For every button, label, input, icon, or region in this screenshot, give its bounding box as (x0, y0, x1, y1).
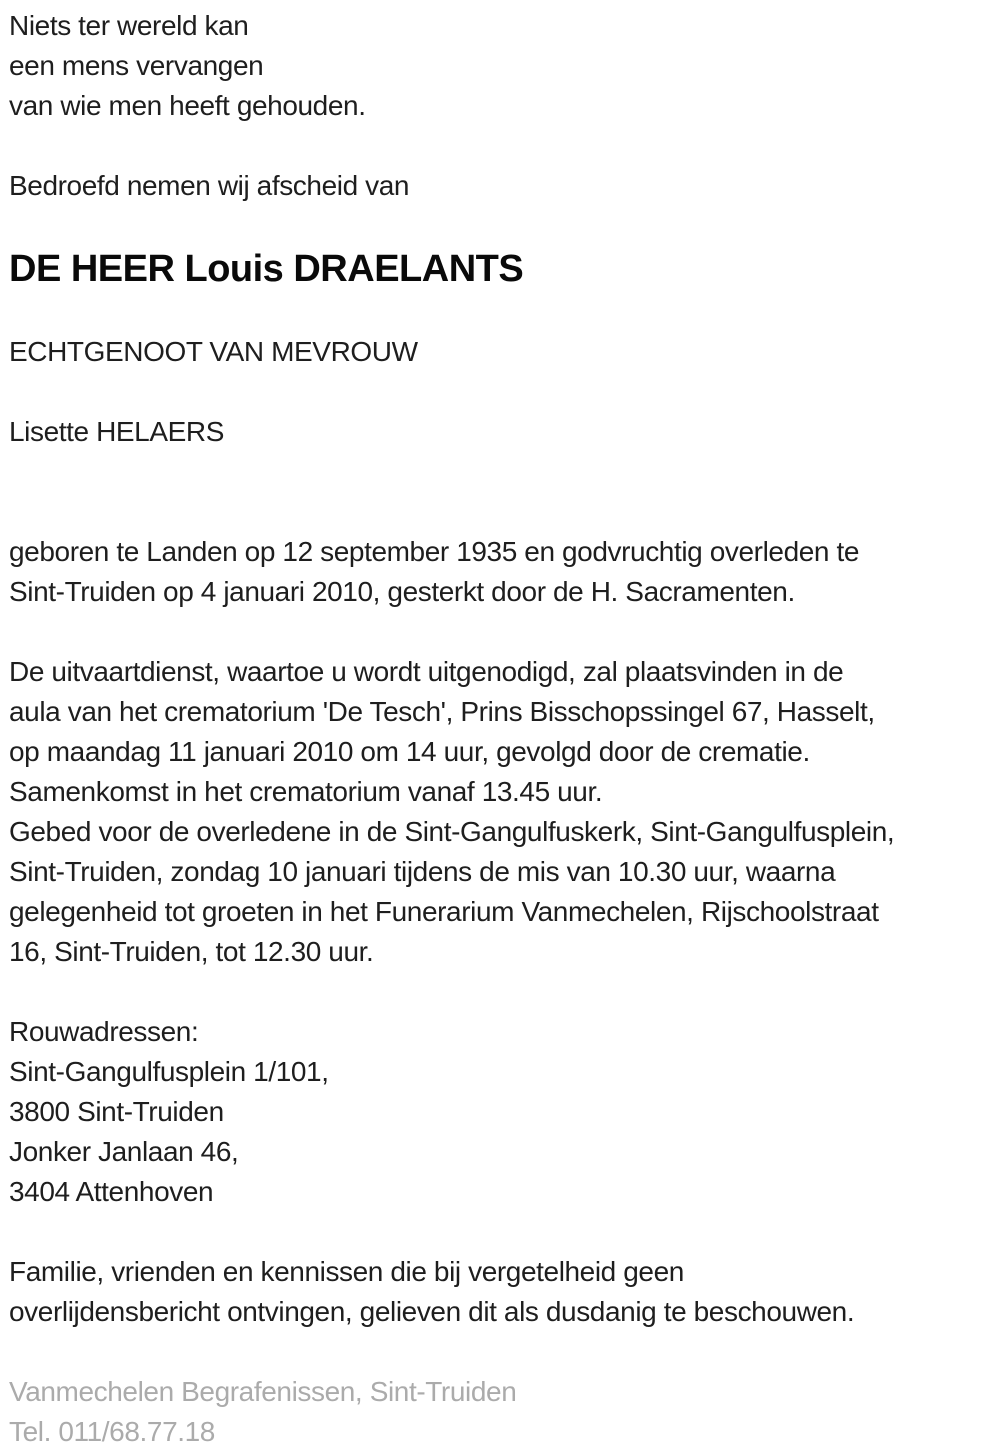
mourning-addresses: Rouwadressen: Sint-Gangulfusplein 1/101, 3800 Sint-Truiden Jonker Janlaan 46, 3404 Attenhoven (9, 1016, 329, 1207)
funeral-home-footer: Vanmechelen Begrafenissen, Sint-Truiden Tel. 011/68.77.18 (9, 1376, 517, 1447)
deceased-name-heading: DE HEER Louis DRAELANTS (9, 248, 524, 290)
spouse-name: Lisette HELAERS (9, 416, 224, 447)
service-details-text: De uitvaartdienst, waartoe u wordt uitgenodigd, zal plaatsvinden in de aula van het crematorium 'De Tesch', Prins Bisschopssingel 67, Hasselt, op maandag 11 januari 2010 om 14 uur, gevolgd door de crematie. Samenkomst in het crematorium vanaf 13.45 uur. Gebed voor de overledene in de Sint-Gangulfuskerk, Sint-Gangulfusplein, Sint-Truiden, zondag 10 januari tijdens de mis van 10.30 uur, waarna gelegenheid tot groeten in het Funerarium Vanmechelen, Rijschoolstraat 16, Sint-Truiden, tot 12.30 uur. (9, 656, 895, 967)
relation-line: ECHTGENOOT VAN MEVROUW (9, 336, 418, 367)
deceased-relation-block (9, 292, 994, 492)
notice-text: Familie, vrienden en kennissen die bij vergetelheid geen overlijdensbericht ontvingen, gelieven dit als dusdanig te beschouwen. (9, 1256, 855, 1327)
poem-text: Niets ter wereld kan een mens vervangen van wie men heeft gehouden. (9, 10, 366, 121)
intro-line: Bedroefd nemen wij afscheid van (9, 170, 410, 201)
birth-death-text: geboren te Landen op 12 september 1935 en godvruchtig overleden te Sint-Truiden op 4 januari 2010, gesterkt door de H. Sacramenten. (9, 536, 860, 607)
